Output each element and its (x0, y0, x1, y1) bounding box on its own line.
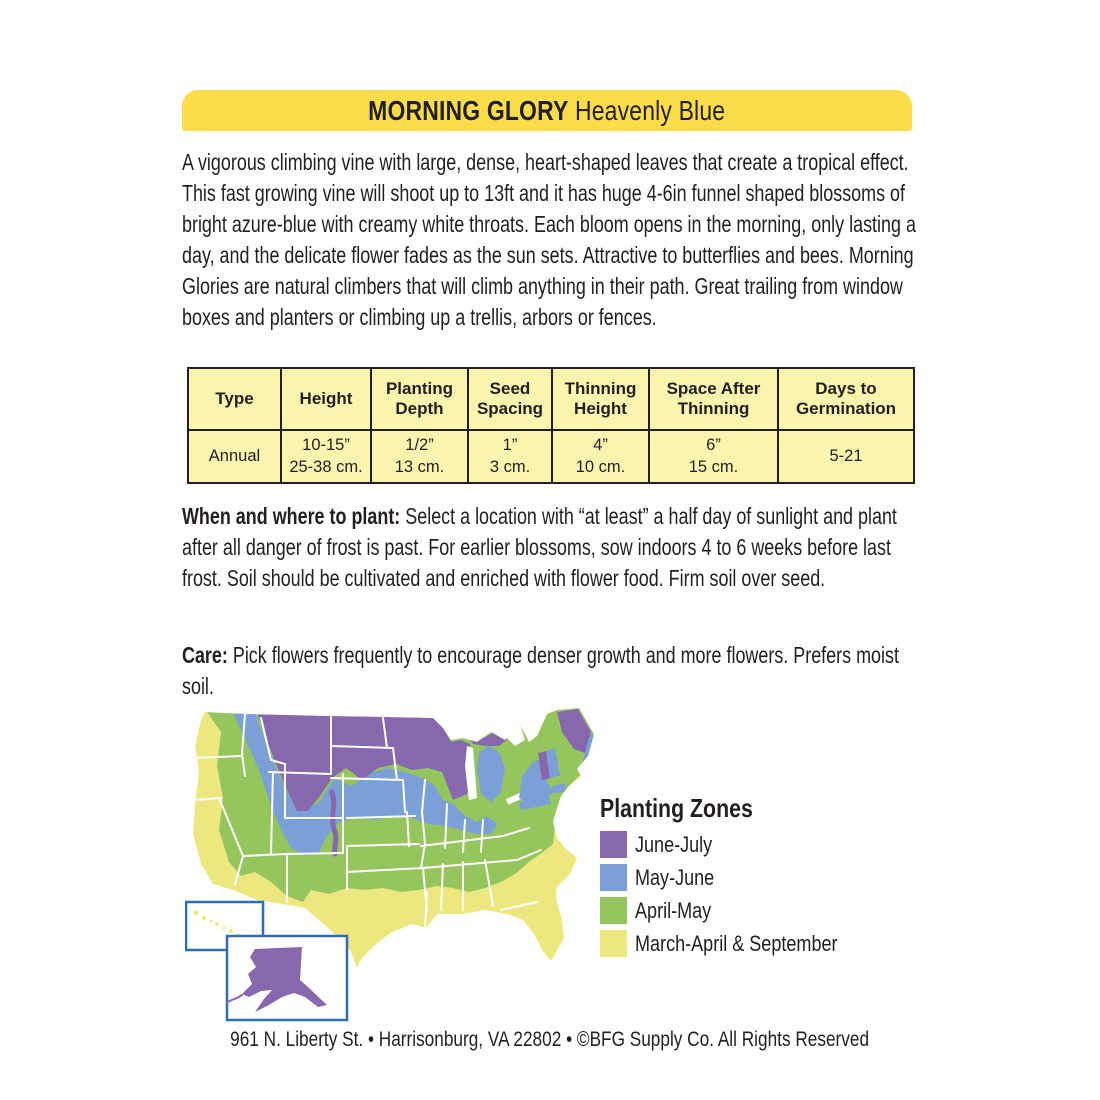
alaska-inset (227, 936, 347, 1020)
col-header-seed-spacing: Seed Spacing (468, 368, 552, 430)
footer-text: 961 N. Liberty St. • Harrisonburg, VA 22802 • ©BFG Supply Co. All Rights Reserved (230, 1028, 870, 1051)
legend-swatch-march-april-september (600, 930, 627, 957)
col-header-type: Type (188, 368, 281, 430)
michigan-up (469, 732, 507, 746)
planting-specs-table (187, 367, 915, 484)
when-where-section (182, 501, 919, 594)
legend-swatch-june-july (600, 831, 627, 858)
when-where-label: When and where to plant: (182, 503, 401, 529)
legend-label: April-May (635, 897, 712, 923)
legend-item-march-april-september (600, 930, 930, 957)
page-title-cultivar: Heavenly Blue (568, 95, 726, 126)
cell-space-after: 6” 15 cm. (649, 430, 778, 483)
care-text: Pick flowers frequently to encourage denser growth and more flowers. Prefers moist soil. (182, 642, 899, 699)
legend-label: May-June (635, 864, 715, 890)
col-header-height: Height (281, 368, 371, 430)
legend-item-may-june (600, 864, 930, 891)
description-block (182, 147, 917, 333)
table-header-row (188, 368, 914, 430)
cell-height: 10-15” 25-38 cm. (281, 430, 371, 483)
col-header-space-after-thinning: Space After Thinning (649, 368, 778, 430)
care-section (182, 640, 919, 702)
legend-title: Planting Zones (600, 793, 753, 823)
col-header-planting-depth: Planting Depth (371, 368, 468, 430)
page-title (368, 90, 725, 131)
legend-item-june-july (600, 831, 930, 858)
cell-thinning: 4” 10 cm. (552, 430, 649, 483)
usa-map-svg (185, 706, 615, 1028)
table-row (188, 430, 914, 483)
cell-depth: 1/2” 13 cm. (371, 430, 468, 483)
cell-type: Annual (188, 430, 281, 483)
col-header-days-to-germination: Days to Germination (778, 368, 914, 430)
title-banner (182, 90, 912, 131)
cell-spacing: 1” 3 cm. (468, 430, 552, 483)
cell-germination: 5-21 (778, 430, 914, 483)
col-header-thinning-height: Thinning Height (552, 368, 649, 430)
when-where-text: Select a location with “at least” a half day of sunlight and plant after all danger of frost is past. For earlier blossoms, sow indoors 4 to 6 weeks before last frost. Soil should be cultivated and enriched with flower food. Firm soil over seed. (182, 503, 897, 591)
map-legend (600, 793, 930, 963)
planting-zones-map (185, 706, 615, 1028)
legend-label: March-April & September (635, 930, 838, 956)
footer-address (0, 1028, 1100, 1052)
legend-label: June-July (635, 831, 713, 857)
legend-swatch-may-june (600, 864, 627, 891)
care-label: Care: (182, 642, 228, 668)
page-title-variety: MORNING GLORY (368, 95, 569, 126)
legend-swatch-april-may (600, 897, 627, 924)
legend-item-april-may (600, 897, 930, 924)
description-text: A vigorous climbing vine with large, dense, heart-shaped leaves that create a tropical effect. This fast growing vine will shoot up to 13ft and it has huge 4-6in funnel shaped blossoms of bright azure-blue with creamy white throats. Each bloom opens in the morning, only lasting a day, and the delicate flower fades as the sun sets. Attractive to butterflies and bees. Morning Glories are natural climbers that will climb anything in their path. Great trailing from window boxes and planters or climbing up a trellis, arbors or fences. (182, 149, 916, 330)
